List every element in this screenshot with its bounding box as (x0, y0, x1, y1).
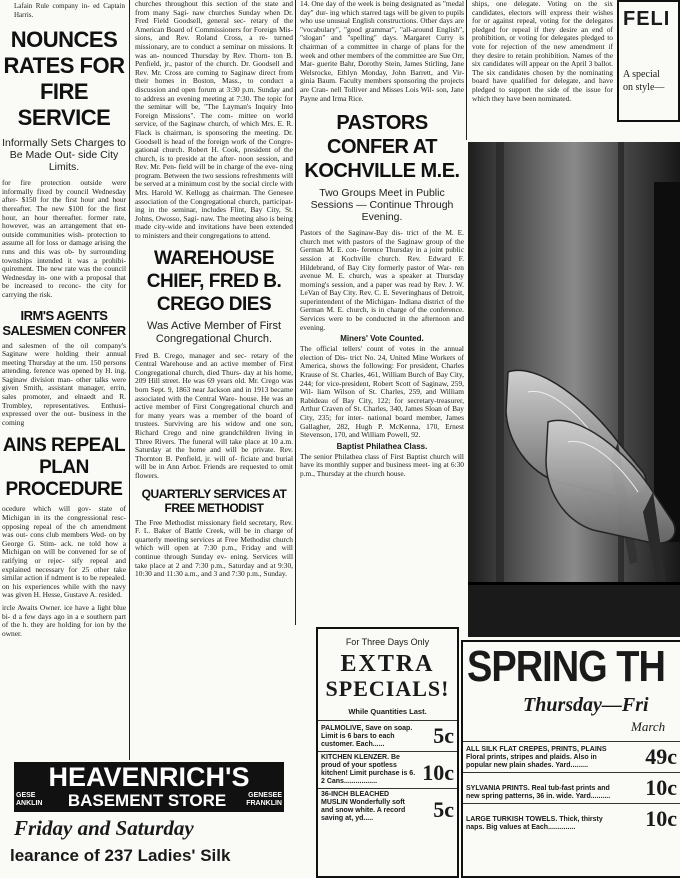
deck-fire-rates: Informally Sets Charges to Be Made Out- side City Limits. (2, 137, 126, 174)
item-price: 5c (433, 723, 454, 748)
column-rule (466, 0, 467, 140)
headline-quarterly: QUARTERLY SERVICES AT FREE METHODIST (141, 486, 287, 515)
headline-fire-rates: NOUNCES RATES FOR FIRE SERVICE (3, 27, 125, 131)
item-price: 10c (645, 806, 677, 831)
item-desc: 36-INCH BLEACHED MUSLIN Wonderfully soft and snow white. A record saving at, yd..... (321, 791, 406, 822)
column-1 (0, 0, 128, 638)
item-desc: LARGE TURKISH TOWELS. Thick, thirsty naps. Big values at Each.............. (466, 816, 603, 831)
specials-note: While Quantities Last. (348, 707, 427, 716)
headline-agents: IRM'S AGENTS SALESMEN CONFER (2, 307, 126, 338)
deck-crego: Was Active Member of First Congregational Church. (146, 319, 282, 345)
heavenrich-right-tag (246, 792, 282, 808)
item-price: 49c (645, 744, 677, 769)
corner-ad-title: FELI (623, 8, 671, 30)
corner-ad (617, 0, 680, 122)
corner-ad-line2: on style— (623, 82, 665, 93)
list-item (463, 804, 680, 834)
shoe-photo (468, 142, 680, 637)
heavenrich-banner (14, 762, 284, 812)
deck-pastors: Two Groups Meet in Public Sessions — Continue Through Evening. (310, 187, 454, 224)
specials-title-2: SPECIALS! (325, 676, 450, 701)
subhead-philathea: Baptist Philathea Class. (336, 441, 428, 451)
spring-sub: Thursday—Fri (523, 694, 649, 716)
heavenrich-clearance: learance of 237 Ladies' Silk (10, 846, 231, 865)
article-repeal: ocedure which will gov- state of Michigan in its the congressional resc- opposing repeal of the ch amendment was out- cons club members Wed- on by George G. Stim- ack. ne told how a Michigan on will be convened for se of ratifying or rejec- sify repeal and explained necessary for 25 other take similar action if ndment is to be repealed. on his experiences while with the navy was given H. Hesse, Gustave A. resided. (2, 504, 126, 600)
list-item (318, 789, 457, 825)
specials-title-1: EXTRA (340, 651, 435, 677)
heavenrich-left-tag (16, 792, 42, 808)
heavenrich-left-tag-2: ANKLIN (16, 800, 43, 807)
item-desc: ALL SILK FLAT CREPES, PRINTS, PLAINS Floral prints, stripes and plaids. Also in popular new plain shades. Yard......... (466, 746, 607, 769)
shoe-illustration-icon (468, 142, 680, 637)
headline-repeal: AINS REPEAL PLAN PROCEDURE (2, 435, 126, 501)
item-price: 5c (433, 797, 454, 822)
item-desc: SYLVANIA PRINTS. Real tub-fast prints and new spring patterns, 36 in. wide. Yard.......... (466, 785, 611, 800)
list-item (318, 752, 457, 789)
specials-ad (316, 627, 459, 878)
item-desc: PALMOLIVE, Save on soap. Limit is 6 bars to each customer. Each...... (321, 725, 413, 748)
list-item (463, 773, 680, 804)
headline-crego: WAREHOUSE CHIEF, FRED B. CREGO DIES (146, 247, 282, 315)
column-3 (298, 0, 466, 479)
heavenrich-right-tag-2: FRANKLIN (246, 800, 282, 807)
headline-pastors: PASTORS CONFER AT KOCHVILLE M.E. (304, 112, 460, 183)
item-price: 10c (422, 760, 454, 785)
heavenrich-name: HEAVENRICH'S (48, 762, 250, 792)
article-miners: The official tellers' count of votes in the annual election of Dis- trict No. 24, United Mine Workers of America, shows the following: For president, Charles Krause of St. Charles, 461, William Burch of Bay City, 244; for vice-president, Robert Scott of Saginaw, 259, Wil- liam Wilson of St. Charles, 259, and William Rabideau of Bay City, 122; for secretary-treasurer, Arthur Craven of St. Charles, 340, James Sloan of Bay City, 235; for inter- national board member, James Gallagher, 282, Hugh P. McKenna, 170, Ernest Stevenson, 170, and William Powell, 92. (300, 344, 464, 440)
column-4 (470, 0, 615, 140)
article-pastors: Pastors of the Saginaw-Bay dis- trict of the M. E. church met with pastors of the Saginaw group of the German M. E. con- ference Thursday in a joint public session at Kochville church. Rev. Edward F. Hildebrand, of Bay City formerly pastor of War- ren avenue M. E. church, was a speaker at Thursday morning's session, and a paper was read by Rev. J. W. LeVan of Bay City. Rev. C. E. Severinghaus of Detroit, superintendent of the Michigan- Indiana district of the German M. E. church, is in charge of the conference. Services were to be conducted in the afternoon and evening. (300, 228, 464, 332)
list-item (318, 721, 457, 752)
specials-kicker: For Three Days Only (345, 637, 430, 647)
top-line: Lafain Rule company in- ed Captain Harris. (14, 2, 125, 19)
list-item (463, 742, 680, 773)
article-circle: ircle Awaits Owner. ice have a light blue bi- d a few days ago in a e southern part of the h. they are holding for ion by the owner. (2, 602, 126, 638)
subhead-miners: Miners' Vote Counted. (340, 334, 424, 344)
article-philathea: The senior Philathea class of First Baptist church will have its monthly supper and business meet- ing at 6:30 p.m., Thursday at the church house. (300, 451, 464, 478)
article-english-week: 14. One day of the week is being designated as "medal day" dur- ing which starred tags will be given to pupils who use unusual English constructions. Other days are "vocabulary", "good grammar", "all-around English", "slogan" and "spelling" days. Margaret Curry is chairman of a committee in charge of plans for the week and other members of the committee are Sue Orr, Mar- guerite Bahr, Dorothy Stein, James Stirling, Jane Welsrocke, Ethlyn Monday, John Barrett, and Vir- ginia Baum. Faculty members sponsoring the projects are Cran- nell Tolliver and Misses Lois Wil- son, Jane Payne and Irma Rice. (300, 0, 464, 103)
spring-title: SPRING TH (467, 643, 665, 692)
heavenrich-left-tag-1: GESE (16, 792, 36, 799)
heavenrich-ad (0, 760, 300, 878)
spring-month: March (631, 719, 666, 734)
article-fire-rates: for fire protection outside were informally fixed by council Wednesday after- $150 for the first hour and hour thereafter. The new $100 for the first hour, an hour thereafter. former rate, however, was an arrangement that en- outside communities wish- protection to assume all for loss or damage arising the runs and this was ob- by surrounding townships intended it was a prohibi- quirement. The new rate was the council Wednesday in- one with a proposal that be increased to reconc- the city for carrying the risk. (2, 178, 126, 299)
column-2 (133, 0, 295, 579)
spring-ad (461, 640, 680, 878)
heavenrich-right-tag-1: GENESEE (248, 792, 282, 799)
item-price: 10c (645, 775, 677, 800)
article-missions: churches throughout this section of the state and from many Sagi- naw churches Sunday when Dr. Fred Field Goodsell, general sec- retary of the American Board of Commissioners for Foreign Mis- sions, and Rev. Roland Cross, a re- turned missionary, are to conduct a seminar on missions. It was an- nounced Thursday by Rev. Thorn- ton B. Penfield, jr., pastor of the church. Dr. Goodsell and Rev. Mr. Cross are coming to Saginaw direct from their homes in Boston, Mass., to conduct a discussion and open forum at 3:30 p.m. Sunday and to address an evening meeting at 7:30. The topic for the seminar will be, "The Layman's Inquiry Into Foreign Missions". The com- mittee on world service, of the Saginaw church, of which Mrs. E. R. Flack is chairman, is sponsoring the meeting. Dr. Goodsell is head of the foreign work of the Congre- gational church. Robert H. Cook, president of the church, is to preside at the after- noon session, and Rev. Mr. Pen- field will be in charge of the eve- ning program. Between the two sessions refreshments will be served at a minimum cost by the social circle with Mrs. Harold W. Kellogg as chairman. The Genesee association of the Congregational church, participat- ing in the seminar, includes Flint, Bay City, St. Johns, Owosso, Sagi- naw. The meeting also is being made city-wide and invitations have been extended to ministers and their congregations to attend. (135, 0, 293, 241)
article-crego: Fred B. Crego, manager and sec- retary of the Central Warehouse and an active member of First Congregational church, died Thurs- day at his home, 209 Hill street. He was 69 years old. Mr. Crego was born Sept. 9, 1863 near Jackson and in 1913 became associated with the Central Ware- house. He was an active member of First Congregational church and for many years was a member of the board of trustees. Surviving are his widow and one son, Richard Crego and nine grandchildren living in Three Rivers. The funeral will take place at 10 a.m. Saturday at the home and will be private. Rev. Thornton B. Penfield, jr. will of- ficiate and burial will be in Ann Arbor. Friends are requested to omit flowers. (135, 350, 293, 480)
specials-list (318, 720, 457, 825)
heavenrich-when: Friday and Saturday (14, 816, 194, 840)
heavenrich-store: BASEMENT STORE (67, 791, 227, 810)
column-rule (295, 0, 296, 625)
spring-list (463, 741, 680, 834)
article-agents: and salesmen of the oil company's Saginaw were holding their annual meeting Thursday at the um. 150 persons attending. ference was opened by H. ing, Saginaw division man- other talks were given Smith, assistant manager, errin, sales promoter, and elnaedt and R. Trombley, representatives. Enthusi- expressed over the out- business in the coming (2, 340, 126, 427)
corner-ad-line1: A special (623, 69, 660, 80)
article-quarterly: The Free Methodist missionary field secretary, Rev. F. L. Baker of Battle Creek, will be in charge of quarterly meeting services at Free Methodist church which will open at 7:30 p.m., Friday and will continue through Sunday ev- ening. Services will take place at 2 and 7:30 p.m., Saturday and at 9:30, 10:30 and 11:30 a.m., and 3 and 7:30 p.m., Sunday. (135, 517, 293, 579)
column-rule (129, 0, 130, 760)
item-desc: KITCHEN KLENZER. Be proud of your spotless kitchen! Limit purchase is 6. 2 Cans................. (321, 754, 416, 785)
article-delegates: ships, one delegate. Voting on the six candidates, electors will express their wishes for or against repeal, voting for the delegates pledged for repeal if they desire an end of prohibition, or voting for delegates pledged to vote for rejection of the new amendment if they desire to retain prohibition. Names of the six candidates will appear on the April 3 ballot. The six candidates chosen by the nominating board have qualified for delegate, and have pledged to support the side of the issue for which they have been nominated. (472, 0, 613, 103)
